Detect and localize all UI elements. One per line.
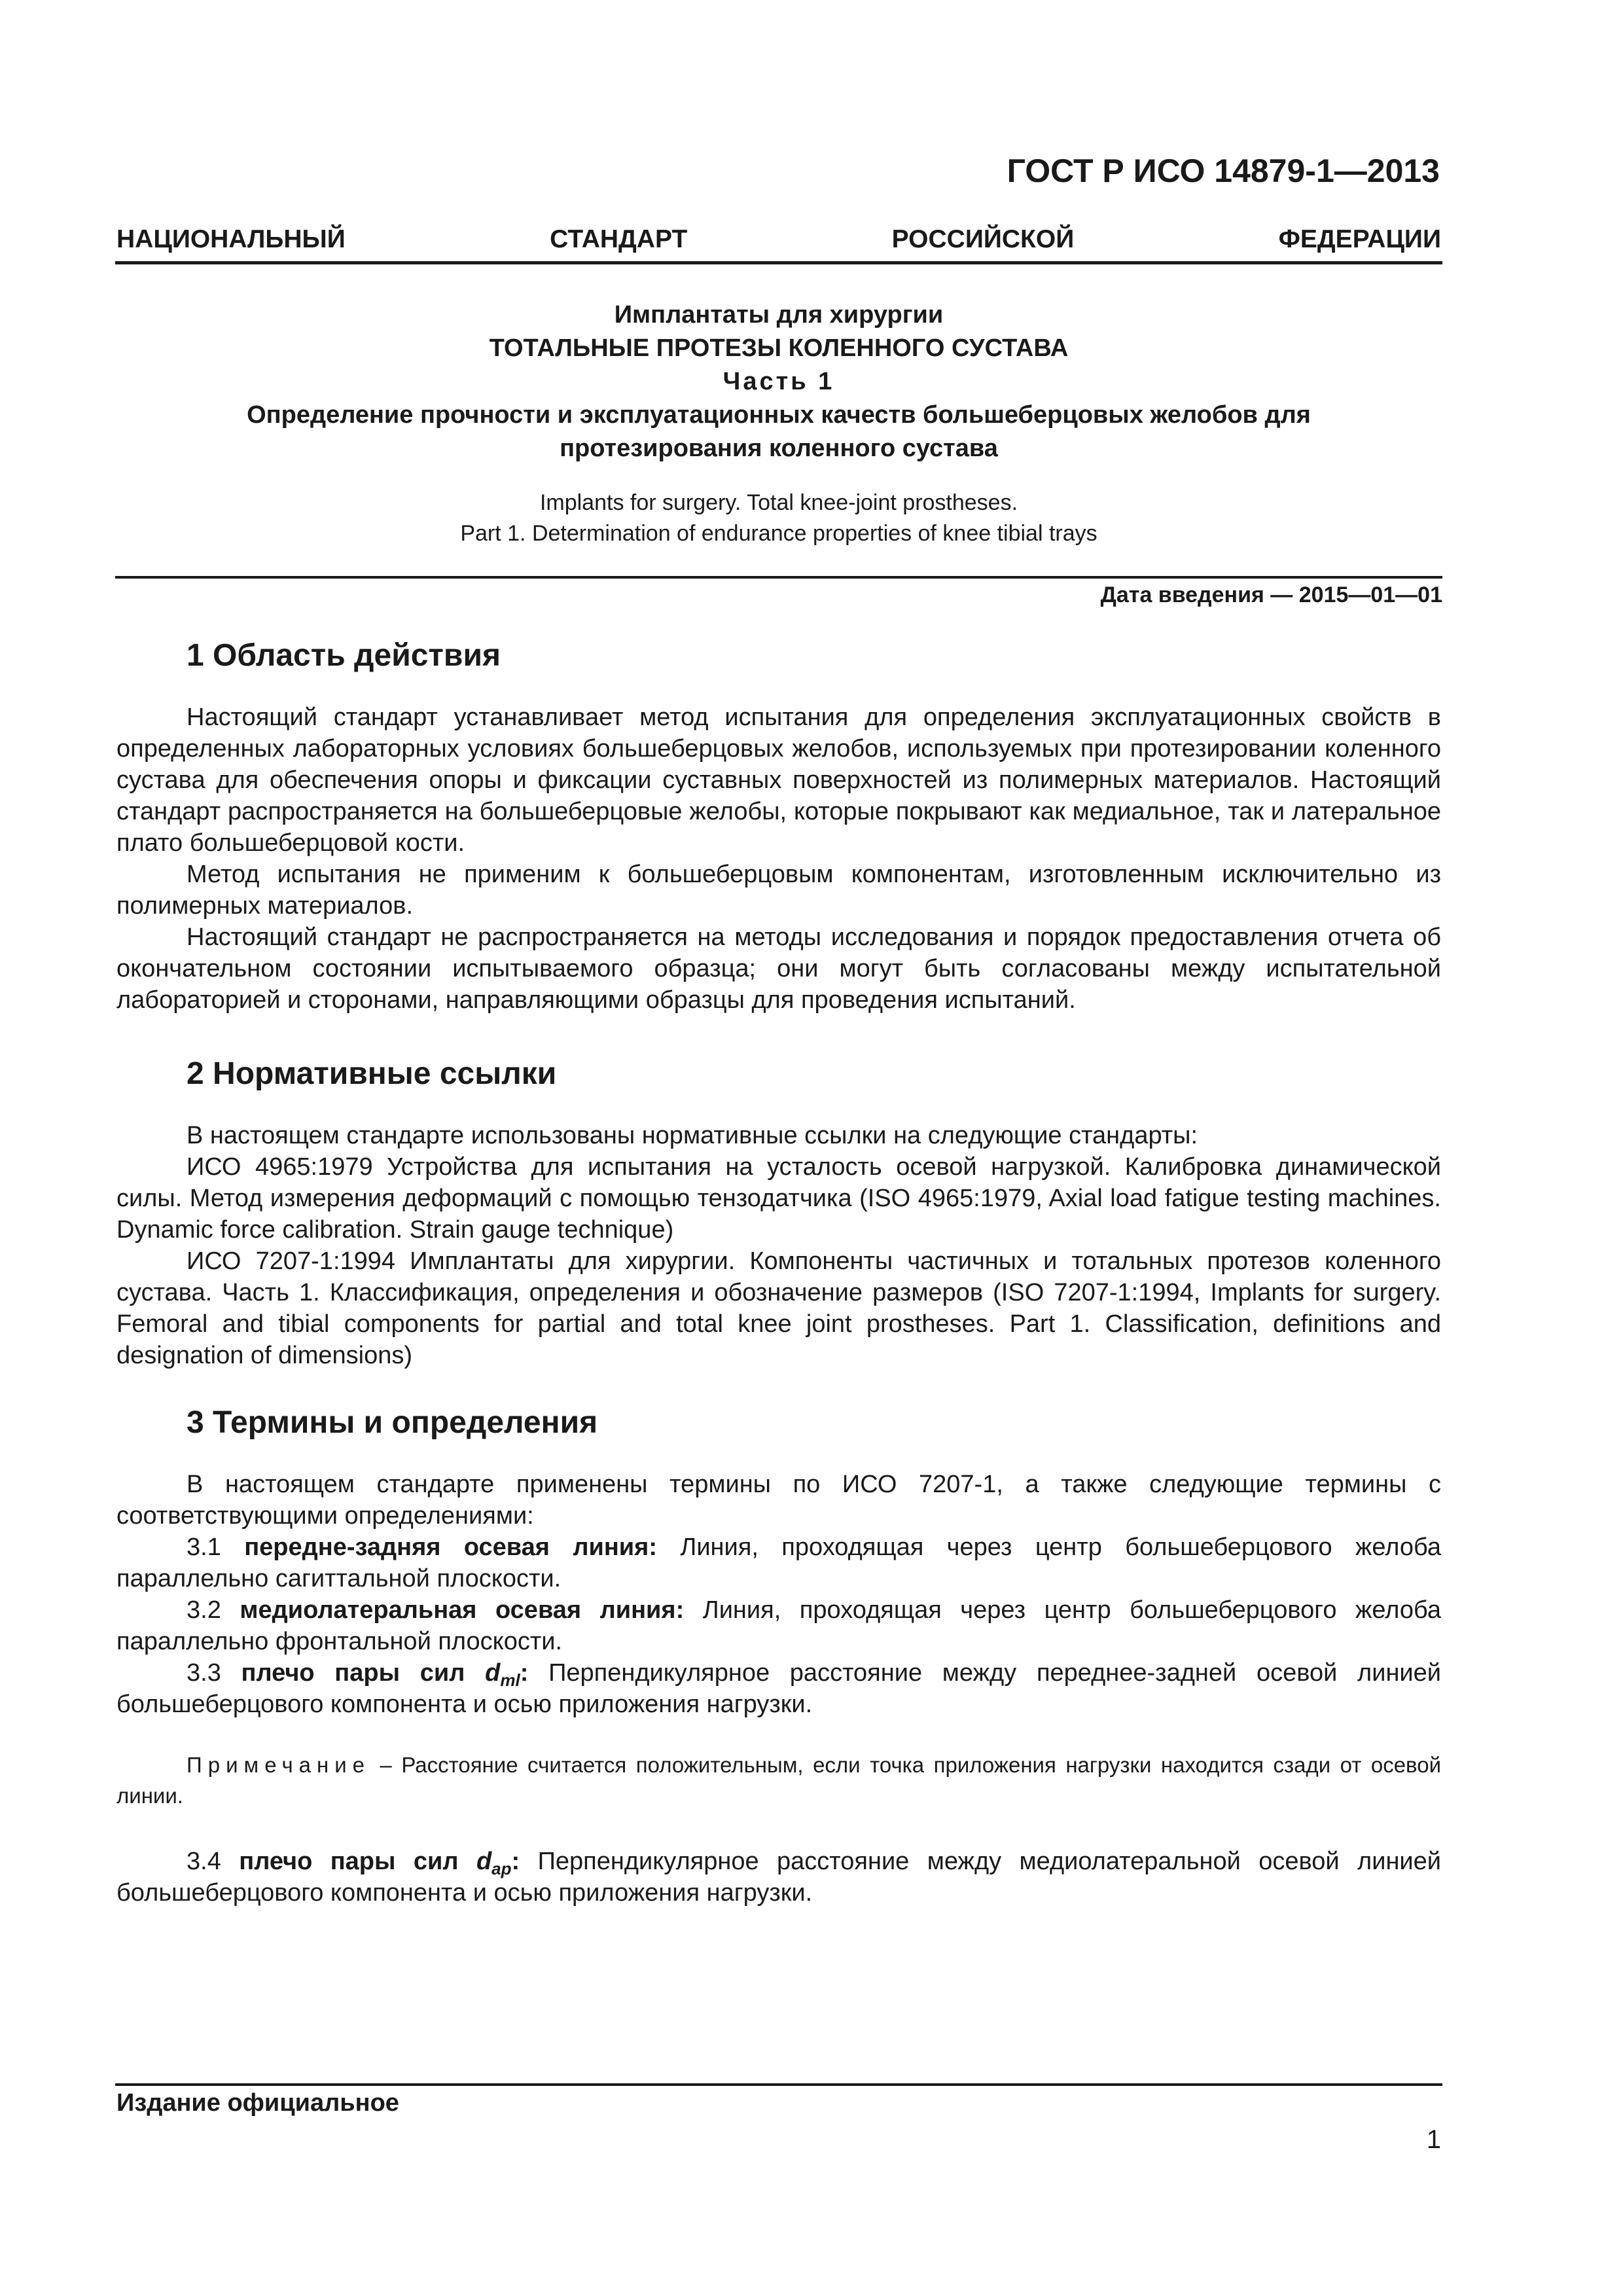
introduction-date: Дата введения — 2015—01—01: [1100, 583, 1442, 607]
term-definition: [116, 1594, 1441, 1657]
note-label: Примечание: [187, 1753, 371, 1777]
term-text: Перпендикулярное расстояние между медиолатеральной осевой линией большеберцового компонента и осью приложения нагрузки.: [116, 1848, 1442, 1907]
section-3-body-continued: [116, 1846, 1441, 1909]
title-line-5: протезирования коленного сустава: [560, 435, 998, 462]
section-1-paragraph: Настоящий стандарт не распространяется на методы исследования и порядок предоставления отчета об окончательном состоянии испытываемого образца; они могут быть согласованы между испытательной лабораторией и сторонами, направляющими образцы для проведения испытаний.: [116, 924, 1441, 1014]
term-name: передне-задняя осевая линия:: [244, 1534, 657, 1561]
section-3-body: [116, 1469, 1441, 1720]
header-rule: [115, 261, 1442, 264]
term-text: Перпендикулярное расстояние между переднее-задней осевой линией большеберцового компонента и осью приложения нагрузки.: [116, 1659, 1442, 1718]
section-1-heading: 1 Область действия: [187, 638, 501, 673]
section-1-paragraph: Настоящий стандарт устанавливает метод испытания для определения эксплуатационных свойств в определенных лабораторных условиях большеберцовых желобов, используемых при протезировании коленного сустава для обеспечения опоры и фиксации суставных поверхностей из полимерных материалов. Настоящий стандарт распространяется на большеберцовые желобы, которые покрывают как медиальное, так и латеральное плато большеберцовой кости.: [116, 704, 1441, 857]
section-3-intro: В настоящем стандарте применены термины по ИСО 7207-1, а также следующие термины с соответствующими определениями:: [116, 1471, 1441, 1530]
term-text: Линия, проходящая через центр большеберцового желоба параллельно фронтальной плоскости.: [116, 1596, 1442, 1655]
footer-rule: [115, 2083, 1442, 2086]
title-line-4: Определение прочности и эксплуатационных качеств большеберцовых желобов для: [247, 401, 1311, 429]
term-number: 3.3: [187, 1659, 221, 1687]
term-symbol-subscript: ap: [491, 1859, 512, 1878]
english-title-line-2: Part 1. Determination of endurance properties of knee tibial trays: [460, 521, 1097, 546]
title-rule: [115, 576, 1442, 579]
reference-item: ИСО 7207-1:1994 Имплантаты для хирургии. Компоненты частичных и тотальных протезов коленного сустава. Часть 1. Классификация, определения и обозначение размеров (ISO 7207-1:1994, Implants for surgery. Femoral and tibial components for partial and total knee joint prostheses. Part 1. Classification, definitions and designation of dimensions): [116, 1247, 1441, 1369]
title-part: Часть 1: [722, 368, 835, 395]
term-symbol: d: [476, 1848, 492, 1875]
term-definition: 3.4 плечо пары сил $d_{ap}$: Перпендикулярное расстояние между медиолатеральной осевой линией большеберцового компонента и осью приложения нагрузки.: [116, 1848, 1442, 1907]
document-title: [115, 298, 1442, 465]
section-1-body: [116, 702, 1441, 1016]
term-number: 3.2: [187, 1596, 221, 1624]
title-line-2: ТОТАЛЬНЫЕ ПРОТЕЗЫ КОЛЕННОГО СУСТАВА: [489, 334, 1069, 362]
english-title-line-1: Implants for surgery. Total knee-joint prostheses.: [539, 490, 1018, 515]
term-text: Линия, проходящая через центр большеберцового желоба параллельно сагиттальной плоскости.: [116, 1534, 1442, 1592]
section-2-body: [116, 1120, 1441, 1371]
term-name: медиолатеральная осевая линия:: [240, 1596, 685, 1624]
term-number: 3.4: [187, 1848, 221, 1875]
term-definition: [116, 1532, 1441, 1594]
english-title: [115, 488, 1442, 549]
page-number: 1: [1426, 2125, 1441, 2154]
note: [116, 1749, 1441, 1811]
national-standard-banner: НАЦИОНАЛЬНЫЙ СТАНДАРТ РОССИЙСКОЙ ФЕДЕРАЦИИ: [116, 225, 1441, 253]
section-3-heading: 3 Термины и определения: [187, 1405, 598, 1440]
section-2-heading: 2 Нормативные ссылки: [187, 1056, 557, 1091]
edition-label: Издание официальное: [116, 2089, 399, 2117]
term-definition: 3.3 плечо пары сил $d_{ml}$: Перпендикулярное расстояние между переднее-задней осевой линией большеберцового компонента и осью приложения нагрузки.: [116, 1659, 1442, 1718]
section-2-paragraph: В настоящем стандарте использованы нормативные ссылки на следующие стандарты:: [187, 1122, 1198, 1149]
section-1-paragraph: Метод испытания не применим к большеберцовым компонентам, изготовленным исключительно из полимерных материалов.: [116, 861, 1441, 920]
standard-code: ГОСТ Р ИСО 14879-1—2013: [1007, 152, 1440, 189]
term-name: плечо пары сил: [241, 1659, 465, 1687]
term-name: плечо пары сил: [239, 1848, 459, 1875]
reference-item: ИСО 4965:1979 Устройства для испытания на усталость осевой нагрузкой. Калибровка динамической силы. Метод измерения деформаций с помощью тензодатчика (ISO 4965:1979, Axial load fatigue testing machines. Dynamic force calibration. Strain gauge technique): [116, 1153, 1441, 1244]
note-text: – Расстояние считается положительным, если точка приложения нагрузки находится сзади от осевой линии.: [116, 1753, 1442, 1808]
term-symbol-subscript: ml: [500, 1670, 520, 1690]
term-number: 3.1: [187, 1534, 221, 1561]
term-symbol: d: [485, 1659, 501, 1687]
title-line-1: Имплантаты для хирургии: [614, 301, 944, 329]
